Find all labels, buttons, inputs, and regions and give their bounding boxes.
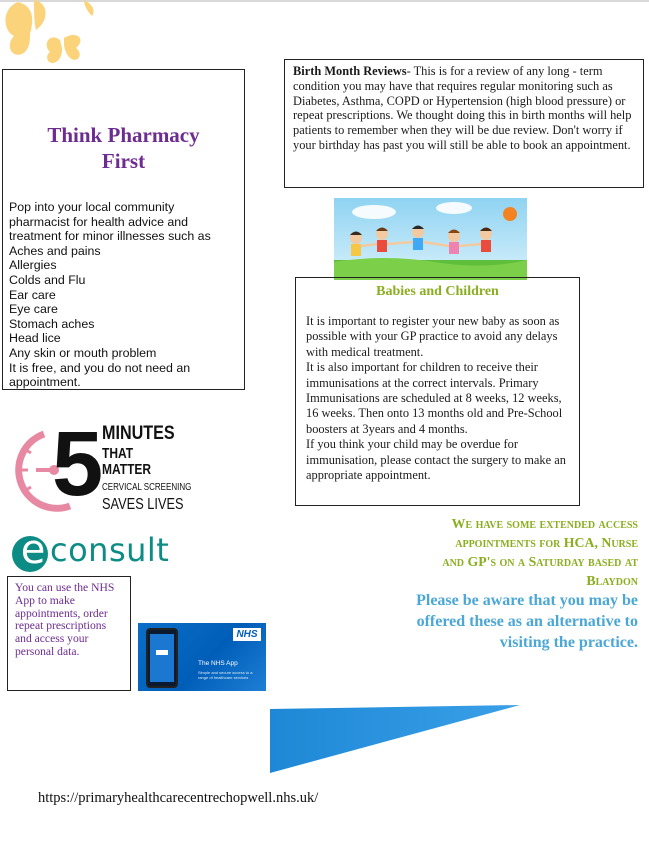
pharmacy-list-item: Head lice xyxy=(9,331,61,346)
babies-paragraph: If you think your child may be overdue for immunisation, please contact the surgery to make an appropriate appointment. xyxy=(306,437,566,483)
pharmacy-first-title: Think Pharmacy First xyxy=(47,123,200,173)
babies-and-children-body xyxy=(306,314,569,483)
pharmacy-first-box xyxy=(2,69,245,390)
babies-and-children-box xyxy=(295,277,580,506)
five-number: 5 xyxy=(52,413,100,515)
nhs-app-info-text: You can use the NHS App to make appointments, order repeat prescriptions and access your personal data. xyxy=(15,581,115,658)
saves-lives-text: SAVES LIVES xyxy=(102,496,184,513)
pharmacy-list-item: Colds and Flu xyxy=(9,272,86,287)
pharmacy-intro-line: treatment for minor illnesses such as xyxy=(9,229,211,244)
pharmacy-first-body xyxy=(9,200,238,390)
pharmacy-list-item: Stomach aches xyxy=(9,316,95,331)
nhs-app-subtitle: Simple and secure access to a range of healthcare services xyxy=(198,670,253,680)
that-matter-text: THAT MATTER xyxy=(102,445,152,478)
nhs-app-title: The NHS App xyxy=(198,660,238,667)
birth-month-reviews-box xyxy=(284,59,644,188)
pharmacy-list-item: Aches and pains xyxy=(9,243,101,258)
minutes-text: MINUTES xyxy=(102,423,175,444)
pharmacy-footer-line: It is free, and you do not need an xyxy=(9,360,191,375)
pharmacy-list-item: Allergies xyxy=(9,258,57,273)
extended-access-green-text: We have some extended access appointments for HCA, Nurse and GP's on a Saturday based at Blaydon xyxy=(442,516,638,588)
nhs-app-info-box xyxy=(7,576,131,691)
pharmacy-list-item: Eye care xyxy=(9,302,58,317)
pharmacy-list-item: Ear care xyxy=(9,287,56,302)
nhs-badge: NHS xyxy=(233,628,261,641)
pharmacy-list-item: Any skin or mouth problem xyxy=(9,345,157,360)
birth-month-heading: Birth Month Reviews xyxy=(293,64,407,78)
practice-website-link[interactable]: https://primaryhealthcarecentrechopwell.nhs.uk/ xyxy=(38,790,319,806)
cervical-screening-text: CERVICAL SCREENING xyxy=(102,482,192,493)
econsult-logo xyxy=(12,527,202,574)
econsult-word: consult xyxy=(50,531,170,569)
extended-access-notice xyxy=(300,514,638,653)
pharmacy-footer-line: appointment. xyxy=(9,375,81,390)
children-playing-illustration xyxy=(334,198,527,280)
econsult-e-letter: e xyxy=(20,527,46,573)
extended-access-blue-text: Please be aware that you may be offered these as an alternative to visiting the practice. xyxy=(416,592,638,651)
five-minutes-that-matter-logo xyxy=(14,413,192,520)
pharmacy-intro-line: Pop into your local community xyxy=(9,200,175,214)
babies-paragraph: It is important to register your new baby as soon as possible with your GP practice to avoid any delays with medical treatment. xyxy=(306,314,560,359)
nhs-app-banner xyxy=(138,623,266,691)
babies-paragraph: It is also important for children to receive their immunisations at the correct intervals. Primary Immunisations are scheduled at 8 weeks, 12 weeks, 16 weeks. Then onto 13 months old and Pre-School boosters at 3years and 4 months. xyxy=(306,360,563,436)
phone-icon xyxy=(146,628,178,688)
pharmacy-intro-line: pharmacist for health advice and xyxy=(9,214,189,229)
butterflies-decoration xyxy=(0,0,110,70)
blue-triangle-decoration xyxy=(270,705,520,775)
babies-and-children-title: Babies and Children xyxy=(376,284,499,299)
birth-month-text: - This is for a review of any long - term condition you may have that requires regular monitoring such as Diabetes, Asthma, COPD or Hypertension (high blood pressure) or repeat prescriptions. We thought doing this in birth months will help patients to remember when they will be due review. Don't worry if your birthday has past you will still be able to book an appointment. xyxy=(293,64,632,152)
